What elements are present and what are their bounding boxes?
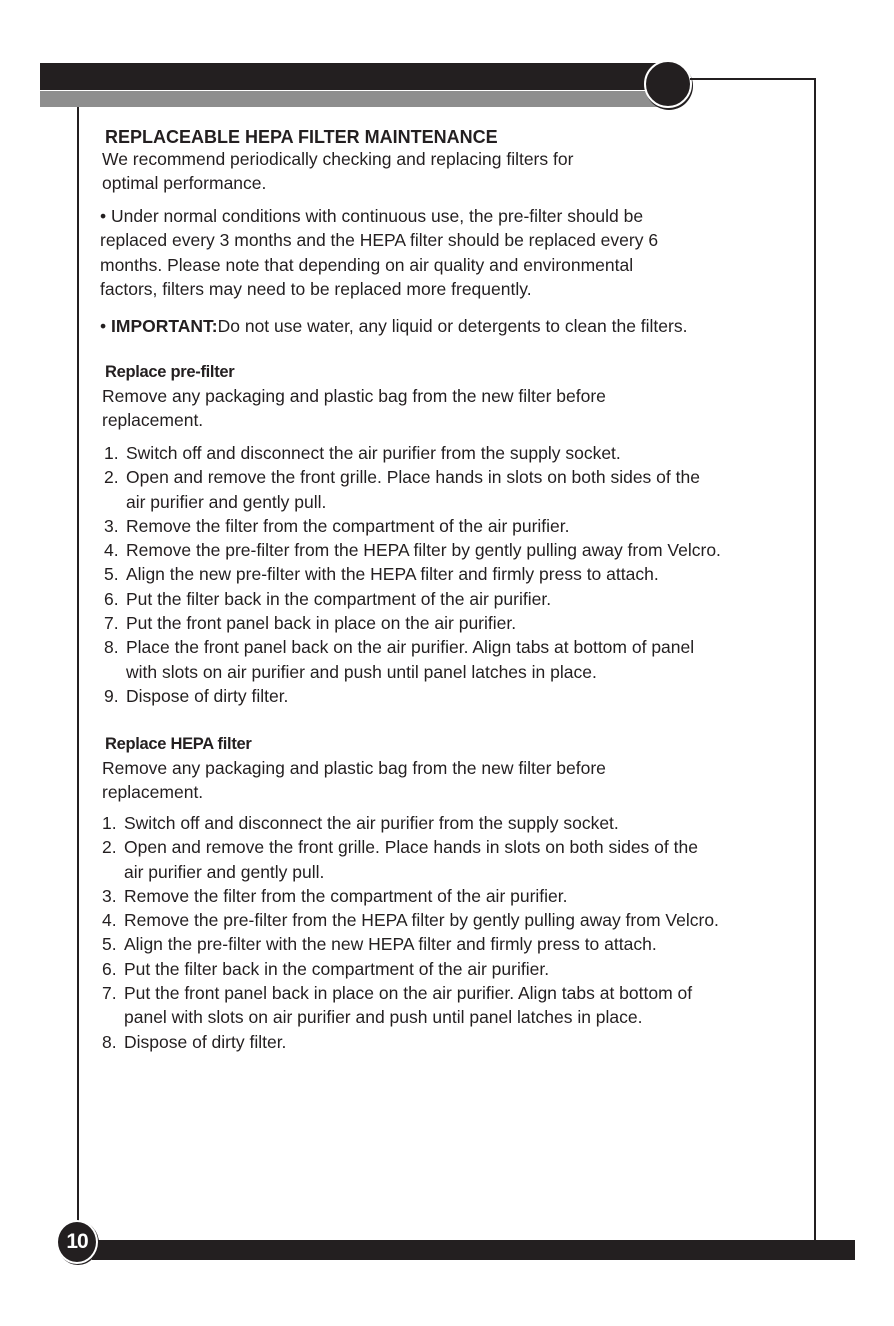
step-text: air purifier and gently pull. [124, 861, 325, 882]
hepa-intro [102, 756, 606, 805]
important-label: IMPORTANT: [111, 316, 218, 336]
hepa-steps [102, 811, 719, 1054]
important-text: Do not use water, any liquid or detergents to clean the filters. [217, 316, 688, 336]
step-text: Dispose of dirty filter. [124, 1031, 287, 1052]
step-number: 6. [104, 588, 119, 609]
prefilter-intro [102, 384, 606, 433]
list-item [102, 957, 719, 981]
step-text: Align the pre-filter with the new HEPA filter and firmly press to attach. [124, 934, 657, 955]
list-item [104, 465, 721, 514]
list-item [104, 635, 721, 684]
step-text: Remove the filter from the compartment of the air purifier. [126, 515, 570, 536]
text-line: factors, filters may need to be replaced more frequently. [100, 278, 532, 299]
step-text: air purifier and gently pull. [126, 491, 327, 512]
text-line: optimal performance. [102, 173, 267, 194]
header-bar [40, 63, 660, 90]
footer-bar [92, 1240, 855, 1260]
list-item [102, 908, 719, 932]
step-text: Put the filter back in the compartment of the air purifier. [124, 958, 550, 979]
list-item [104, 562, 721, 586]
step-text: panel with slots on air purifier and push until panel latches in place. [124, 1007, 643, 1028]
intro-paragraph [102, 147, 573, 196]
list-item [104, 441, 721, 465]
step-text: Remove the pre-filter from the HEPA filter by gently pulling away from Velcro. [126, 540, 721, 561]
list-item [104, 684, 721, 708]
prefilter-heading: Replace pre-filter [105, 363, 235, 381]
step-number: 8. [104, 637, 119, 658]
step-text: Remove the pre-filter from the HEPA filter by gently pulling away from Velcro. [124, 910, 719, 931]
step-number: 8. [102, 1031, 117, 1052]
step-text: Put the front panel back in place on the air purifier. [126, 613, 517, 634]
list-item [102, 811, 719, 835]
step-number: 7. [104, 613, 119, 634]
step-text: Put the front panel back in place on the air purifier. Align tabs at bottom of [124, 983, 693, 1004]
step-number: 4. [102, 910, 117, 931]
list-item [102, 981, 719, 1030]
text-line: • Under normal conditions with continuous use, the pre-filter should be [100, 206, 644, 226]
step-text: with slots on air purifier and push until panel latches in place. [126, 661, 597, 682]
list-item [102, 884, 719, 908]
frame-line-right [814, 78, 816, 1240]
page-number: 10 [56, 1220, 98, 1264]
step-text: Open and remove the front grille. Place hands in slots on both sides of the [126, 467, 700, 488]
list-item [102, 835, 719, 884]
step-number: 4. [104, 540, 119, 561]
usage-note [100, 204, 658, 301]
list-item [102, 932, 719, 956]
step-number: 3. [104, 515, 119, 536]
text-line: Remove any packaging and plastic bag from the new filter before [102, 758, 606, 778]
prefilter-steps [104, 441, 721, 708]
list-item [104, 611, 721, 635]
list-item [102, 1030, 719, 1054]
step-number: 9. [104, 685, 119, 706]
frame-line-top [690, 78, 816, 80]
step-number: 2. [104, 467, 119, 488]
important-note [100, 314, 687, 338]
header-circle-ornament [644, 60, 692, 108]
step-number: 2. [102, 837, 117, 858]
step-number: 1. [102, 813, 117, 833]
step-number: 5. [104, 564, 119, 585]
step-text: Put the filter back in the compartment of the air purifier. [126, 588, 552, 609]
header-bar-shadow [40, 91, 660, 107]
step-text: Switch off and disconnect the air purifier from the supply socket. [124, 813, 619, 833]
hepa-heading: Replace HEPA filter [105, 735, 252, 753]
text-line: replacement. [102, 410, 204, 431]
step-number: 1. [104, 443, 119, 463]
frame-line-left [77, 107, 79, 1222]
step-number: 5. [102, 934, 117, 955]
step-text: Align the new pre-filter with the HEPA filter and firmly press to attach. [126, 564, 659, 585]
text-line: We recommend periodically checking and replacing filters for [102, 149, 574, 169]
step-text: Place the front panel back on the air purifier. Align tabs at bottom of panel [126, 637, 695, 658]
text-line: months. Please note that depending on air quality and environmental [100, 254, 634, 275]
step-number: 3. [102, 885, 117, 906]
text-line: replacement. [102, 782, 204, 803]
step-number: 7. [102, 983, 117, 1004]
step-text: Switch off and disconnect the air purifier from the supply socket. [126, 443, 621, 463]
step-text: Dispose of dirty filter. [126, 685, 289, 706]
list-item [104, 514, 721, 538]
step-text: Open and remove the front grille. Place hands in slots on both sides of the [124, 837, 698, 858]
list-item [104, 587, 721, 611]
text-line: Remove any packaging and plastic bag from the new filter before [102, 386, 606, 406]
page-title: REPLACEABLE HEPA FILTER MAINTENANCE [105, 127, 498, 147]
list-item [104, 538, 721, 562]
step-text: Remove the filter from the compartment of the air purifier. [124, 885, 568, 906]
step-number: 6. [102, 958, 117, 979]
text-line: replaced every 3 months and the HEPA filter should be replaced every 6 [100, 230, 659, 251]
bullet: • [100, 316, 111, 336]
